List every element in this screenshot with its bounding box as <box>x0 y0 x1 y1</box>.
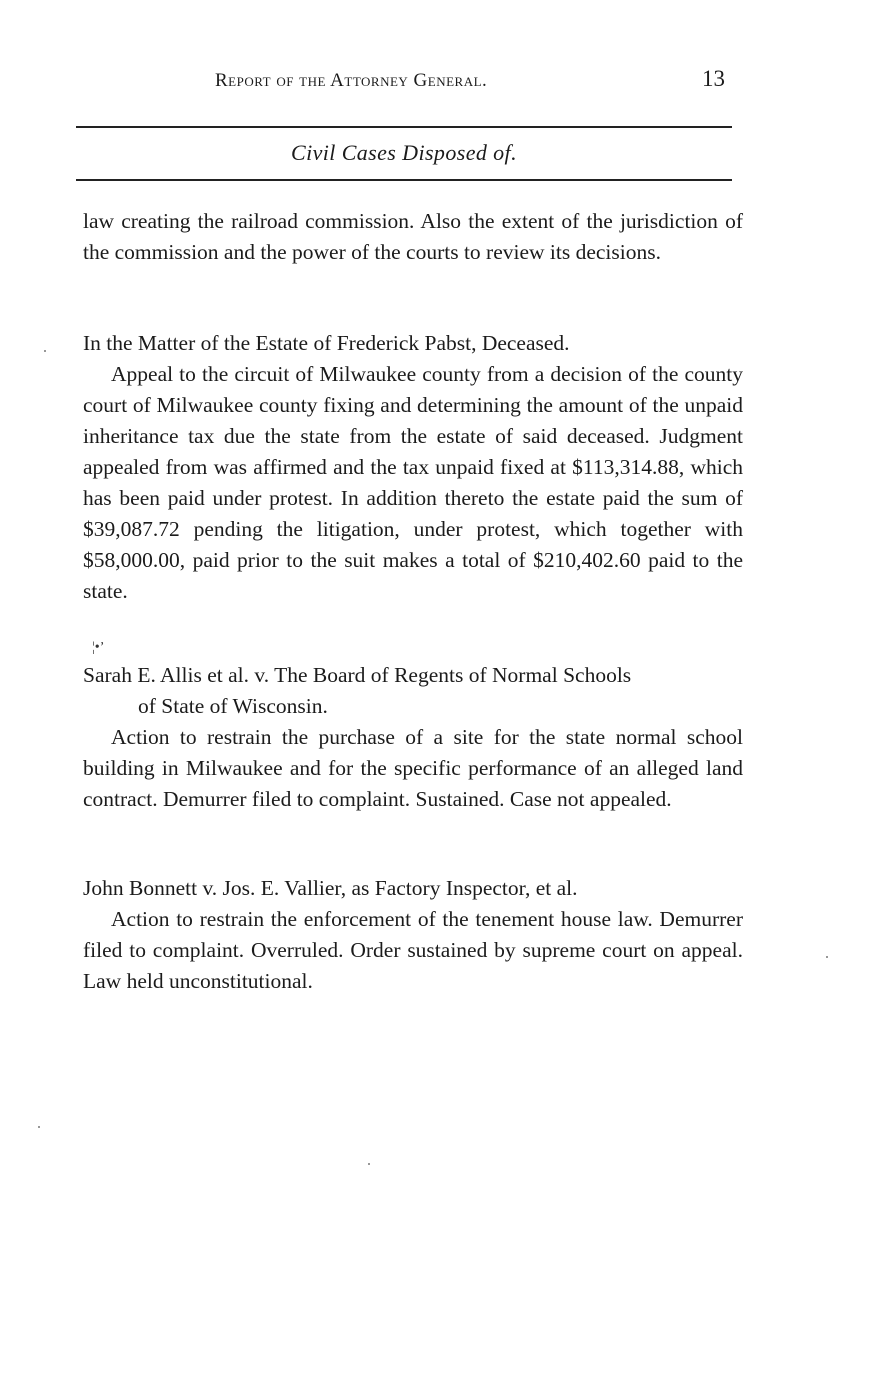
case-title-line: Sarah E. Allis et al. v. The Board of Regents of Normal Schools <box>83 663 632 687</box>
paper-speck <box>44 350 46 352</box>
page-number: 13 <box>702 66 725 91</box>
case-text: Action to restrain the enforcement of the tenement house law. Demurrer filed to complaint. Overruled. Order sustained by supreme court on appeal. Law held unconstitutional. <box>83 907 743 993</box>
case-allis-v-regents <box>83 660 743 815</box>
paper-speck <box>38 1126 40 1128</box>
case-title: In the Matter of the Estate of Frederick Pabst, Deceased. <box>83 331 570 355</box>
section-title: Civil Cases Disposed of. <box>291 140 517 165</box>
running-head: Report of the Attorney General. <box>215 70 488 91</box>
case-pabst-estate <box>83 328 743 607</box>
paper-speck <box>826 956 828 958</box>
case-text: Action to restrain the purchase of a site for the state normal school building in Milwaukee and for the specific performance of an alleged land contract. Demurrer filed to complaint. Sustained. Case not appealed. <box>83 725 743 811</box>
bottom-rule <box>76 179 732 181</box>
continued-paragraph: law creating the railroad commission. Also the extent of the jurisdiction of the commission and the power of the courts to review its decisions. <box>83 209 743 264</box>
case-title-continuation: of State of Wisconsin. <box>138 694 328 718</box>
paper-speck <box>368 1163 370 1165</box>
case-title: John Bonnett v. Jos. E. Vallier, as Factory Inspector, et al. <box>83 876 578 900</box>
case-title <box>83 660 743 722</box>
case-text: Appeal to the circuit of Milwaukee county from a decision of the county court of Milwaukee county fixing and determining the amount of the unpaid inheritance tax due the state from the estate of said deceased. Judgment appealed from was affirmed and the tax unpaid fixed at $113,314.88, which has been paid under protest. In addition thereto the estate paid the sum of $39,087.72 pending the litigation, under protest, which together with $58,000.00, paid prior to the suit makes a total of $210,402.60 paid to the state. <box>83 362 743 603</box>
ink-mark: ¦•ʼ <box>92 640 105 655</box>
top-rule <box>76 126 732 128</box>
case-bonnett-v-vallier <box>83 873 743 997</box>
